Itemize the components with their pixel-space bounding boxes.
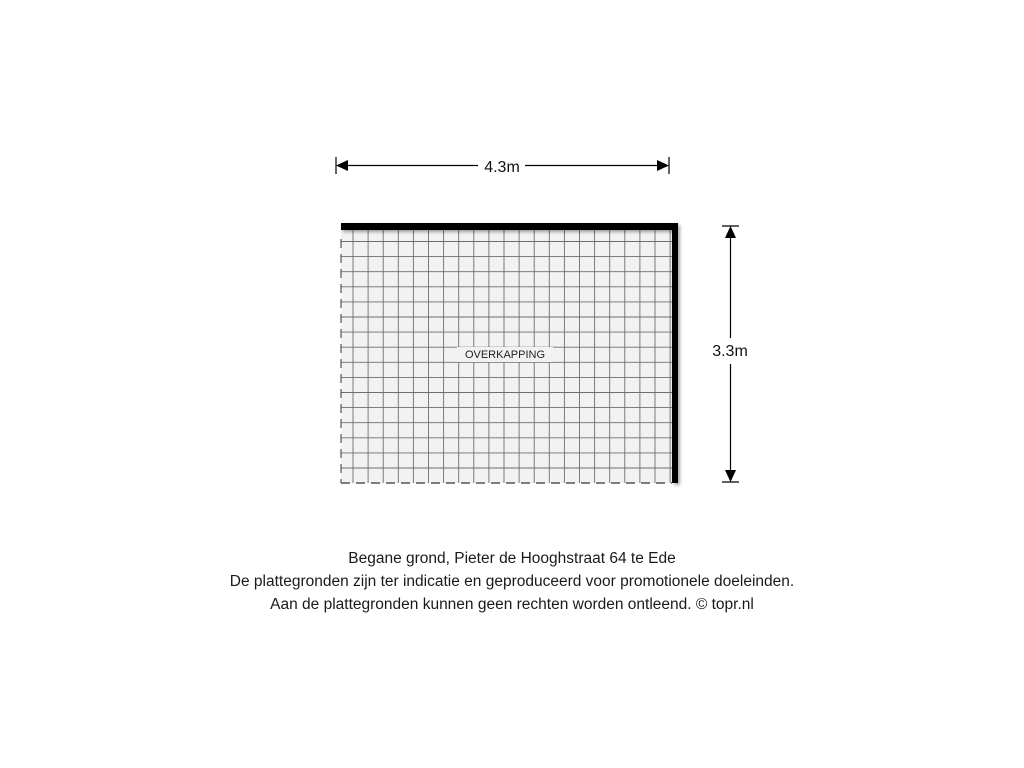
room-overkapping: [341, 223, 678, 483]
height-dimension: [712, 226, 748, 482]
caption-line-rights: Aan de plattegronden kunnen geen rechten worden ontleend. © topr.nl: [270, 596, 754, 613]
height-dimension-label: 3.3m: [712, 343, 748, 361]
caption-line-address: Begane grond, Pieter de Hooghstraat 64 te Ede: [348, 550, 676, 567]
width-dim-left-arrow: [336, 160, 348, 171]
height-dim-bottom-arrow: [725, 470, 736, 482]
room-label: OVERKAPPING: [464, 348, 546, 361]
width-dimension: [336, 157, 669, 176]
wall-right: [672, 223, 678, 483]
caption-line-disclaimer: De plattegronden zijn ter indicatie en geproduceerd voor promotionele doeleinden.: [229, 573, 795, 590]
width-dim-right-arrow: [657, 160, 669, 171]
height-dim-top-arrow: [725, 226, 736, 238]
wall-top: [341, 223, 678, 230]
width-dimension-label: 4.3m: [484, 159, 520, 177]
caption: [0, 547, 1024, 616]
